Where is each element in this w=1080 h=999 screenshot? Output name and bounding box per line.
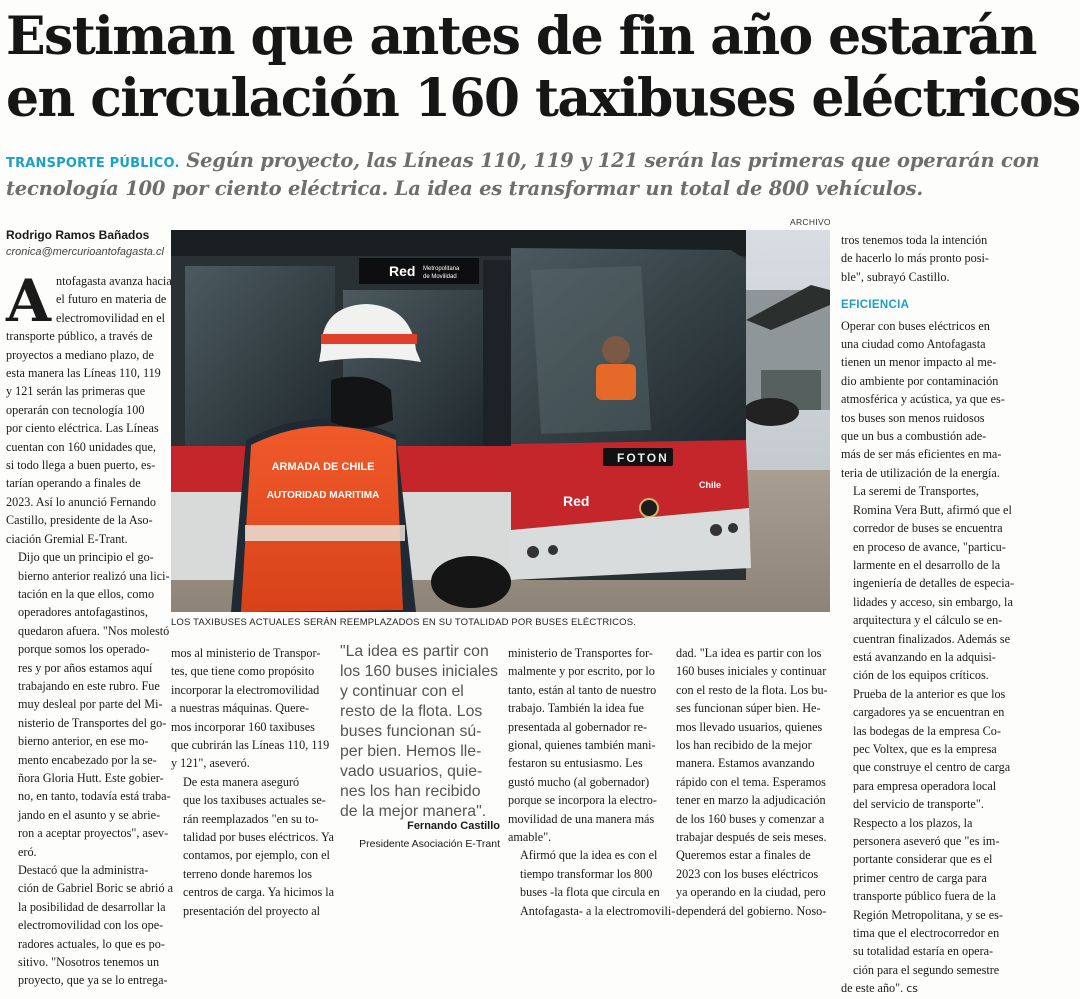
text-line: teria de utilización de la energía. (841, 465, 1000, 480)
paragraph-2 (6, 548, 171, 861)
text-line: no, en tanto, todavía está traba- (18, 789, 171, 804)
text-line: radores actuales, lo que es po- (18, 936, 165, 951)
text-line: buses -la flota que circula en (520, 885, 660, 900)
text-line: con el resto de la flota. Los bu- (676, 682, 828, 697)
photo-caption: LOS TAXIBUSES ACTUALES SERÁN REEMPLAZADOS EN SU TOTALIDAD POR BUSES ELÉCTRICOS. (171, 617, 636, 628)
text-line: trabajo. También la idea fue (508, 701, 644, 716)
text-line: porque se incorpora la electro- (508, 793, 657, 808)
text-line: Romina Vera Butt, afirmó que el (853, 502, 1012, 517)
text-line: tros tenemos toda la intención (841, 233, 988, 247)
text-line: tima que el electrocorredor en (853, 926, 1000, 941)
text-line: ntofagasta avanza hacia (56, 274, 172, 288)
text-line: "La idea es partir con (340, 643, 489, 660)
text-line: 2023. Así lo anunció Fernando (6, 494, 156, 509)
text-line: quedaron afuera. "Nos molestó (18, 623, 170, 638)
text-line: para empresa operadora local (853, 778, 997, 793)
text-line: gustó mucho (al gobernador) (508, 774, 650, 789)
section-heading-eficiencia: EFICIENCIA (841, 299, 910, 312)
text-line: sitivo. "Nosotros tenemos un (18, 955, 160, 970)
deck-line-1 (6, 148, 1040, 176)
text-line: Dijo que un principio el go- (18, 550, 154, 565)
text-line: lidades y acceso, sin embargo, la (853, 594, 1013, 609)
text-line: Castillo, presidente de la Aso- (6, 513, 153, 528)
pull-quote (340, 642, 500, 822)
text-line: presentada al gobernador re- (508, 719, 648, 734)
text-line: Afirmó que la idea es con el (520, 848, 658, 863)
paragraph-6 (508, 644, 666, 846)
text-line: Destacó que la administra- (18, 863, 149, 877)
bus-sign-brand: Red (389, 263, 416, 279)
text-line: que construye el centro de carga (853, 760, 1011, 775)
text-line: electromovilidad en el (56, 310, 165, 325)
text-line: está avanzando en la adquisi- (853, 649, 996, 664)
text-line: talidad por buses eléctricos. Ya (183, 830, 334, 845)
deck-text-1: Según proyecto, las Líneas 110, 119 y 121 serán las primeras que operarán con (186, 149, 1040, 172)
headline-line-1: Estiman que antes de fin año estarán (6, 6, 1036, 67)
text-line: su totalidad estaría en opera- (853, 944, 994, 959)
text-line: ble", subrayó Castillo. (841, 269, 950, 284)
text-line: de los 160 buses y comenzar a (676, 811, 825, 826)
text-line: ron a aceptar proyectos", asev- (18, 826, 169, 841)
byline-author: Rodrigo Ramos Bañados (6, 228, 150, 242)
text-line: más de ser más eficientes en ma- (841, 447, 1002, 462)
bus-sign-line2: de Movilidad (423, 274, 457, 280)
text-line: muy desleal por parte del Mi- (18, 697, 163, 712)
text-line: y 121 serán las primeras que (6, 384, 146, 399)
text-line: del servicio de transporte". (853, 797, 984, 812)
text-line: esta manera las Líneas 110, 119 (6, 366, 161, 381)
text-line: dependerá del gobierno. Noso- (676, 903, 827, 918)
text-line: que cubrirán las Líneas 110, 119 (171, 738, 330, 753)
text-line: 2023 con los buses eléctricos (676, 866, 819, 881)
pull-quote-name: Fernando Castillo (407, 820, 500, 832)
text-line: mos incorporar 160 taxibuses (171, 719, 315, 734)
text-line: tación en la que ellos, como (18, 586, 155, 601)
text-line: ción de los equipos críticos. (853, 668, 989, 683)
text-line: el futuro en materia de (56, 292, 167, 307)
deck (6, 148, 1040, 201)
text-line: atmosférica y acústica, ya que es- (841, 392, 1005, 407)
paragraph-9 (841, 231, 997, 286)
text-line: ción para el segundo semestre (853, 962, 1000, 977)
text-line: buses funcionan sú- (340, 723, 482, 740)
text-line: que los taxibuses actuales se- (183, 793, 326, 808)
text-line: Queremos estar a finales de (676, 848, 811, 863)
text-line: presentación del proyecto al (183, 903, 321, 918)
article-column-5 (841, 231, 1015, 999)
text-line: ya operando en la ciudad, pero (676, 885, 826, 900)
text-line: proyecto, que ya se lo entrega- (18, 973, 168, 988)
vest-text-2: AUTORIDAD MARITIMA (266, 490, 380, 501)
text-line: Operar con buses eléctricos en (841, 318, 990, 333)
text-line: cuentan con 160 unidades que, (6, 439, 156, 454)
paragraph-1 (6, 267, 172, 548)
text-line: nisterio de Transportes del go- (18, 715, 167, 730)
news-photo (171, 230, 830, 612)
text-line: Región Metropolitana, y se es- (853, 907, 1003, 922)
text-line: De esta manera aseguró (183, 774, 300, 789)
text-line: tener en marzo la adjudicación (676, 793, 826, 808)
text-line: rán reemplazados "en su to- (183, 811, 319, 826)
text-line: personera aseveró que "es im- (853, 834, 1000, 848)
article-column-3 (508, 644, 676, 920)
text-line: tarían operando a finales de (6, 476, 141, 491)
text-line: jando en el asunto y se abrie- (18, 807, 161, 822)
text-line: nes los han recibido (340, 783, 481, 800)
text-line: una ciudad como Antofagasta (841, 337, 986, 352)
text-line: operadores antofagastinos, (18, 605, 148, 620)
text-line: cuentran finalizados. Además se (853, 631, 1011, 646)
text-line: bierno anterior realizó una lici- (18, 568, 170, 583)
text-line: porque somos los operado- (18, 642, 150, 657)
article-column-2 (171, 644, 335, 920)
text-line: por ciento eléctrica. Las Líneas (6, 421, 159, 436)
text-line: de la mejor manera". (340, 803, 487, 820)
text-line: Prueba de la anterior es que los (853, 686, 1006, 701)
text-line: res y por años estamos aquí (18, 660, 153, 675)
text-line: ingeniería de detalles de especia- (853, 576, 1015, 591)
text-line: en proceso de avance, "particu- (853, 539, 1006, 554)
bus-maker: FOTON (617, 451, 669, 465)
text-line: corredor de buses se encuentra (853, 521, 1003, 536)
byline-email: cronica@mercurioantofagasta.cl (6, 246, 164, 258)
text-line: pec Voltex, que es la empresa (853, 741, 997, 756)
article-column-4 (676, 644, 834, 920)
paragraph-5 (171, 773, 335, 920)
text-line: arquitectura y el cálculo se en- (853, 613, 1003, 628)
paragraph-3 (6, 861, 173, 990)
text-line: que un bus a combustión ade- (841, 429, 987, 444)
text-line: amable". (508, 830, 552, 845)
text-line: y continuar con el (340, 683, 464, 700)
vest-text-1: ARMADA DE CHILE (271, 461, 375, 473)
end-mark: cs (906, 982, 918, 996)
text-line: trabajando en este rubro. Fue (18, 678, 160, 693)
bus-front-country: Chile (699, 480, 722, 490)
text-line: centros de carga. Ya hicimos la (183, 885, 335, 900)
text-line: larmente en el desarrollo de la (853, 557, 1001, 572)
text-line: Respecto a los plazos, la (853, 815, 973, 830)
deck-line-2: tecnología 100 por ciento eléctrica. La idea es transformar un total de 800 vehículos. (6, 177, 924, 200)
article-column-1 (6, 267, 173, 990)
text-line: primer centro de carga para (853, 870, 987, 885)
text-line: la posibilidad de desarrollar la (18, 899, 166, 914)
text-line: movilidad de una manera más (508, 811, 655, 826)
text-line: a nuestras máquinas. Quere- (171, 701, 310, 716)
text-line: operarán con tecnología 100 (6, 402, 145, 417)
text-line: ses funcionan súper bien. He- (676, 701, 821, 716)
text-line: contamos, por ejemplo, con el (183, 848, 330, 863)
text-line: portante considerar que es el (853, 852, 993, 867)
bus-photo-illustration (171, 230, 830, 612)
text-line: los 160 buses iniciales (340, 663, 499, 680)
text-line: tes, que tiene como propósito (171, 664, 315, 679)
text-line: transporte público, a través de (6, 329, 153, 344)
text-line: mos al ministerio de Transpor- (171, 646, 321, 660)
text-line: festaron su entusiasmo. Les (508, 756, 643, 771)
paragraph-12 (841, 814, 1003, 999)
text-line: de hacerlo lo más pronto posi- (841, 251, 989, 266)
text-line: trabajar después de seis meses. (676, 830, 827, 845)
text-line: gional, quienes también mani- (508, 738, 656, 753)
text-line: rápido con el tema. Esperamos (676, 774, 826, 789)
paragraph-11 (841, 482, 1015, 813)
section-kicker: TRANSPORTE PÚBLICO. (6, 156, 180, 171)
bus-sign-line1: Metropolitana (423, 266, 460, 272)
text-line: eró. (18, 844, 37, 859)
text-line: resto de la flota. Los (340, 703, 483, 720)
text-line: y 121", aseveró. (171, 756, 250, 771)
text-line: de este año". (841, 981, 904, 996)
text-line: manera. Estamos avanzando (676, 756, 815, 771)
text-line: mento encabezado por la se- (18, 752, 157, 767)
text-line: 160 buses iniciales y continuar (676, 664, 827, 679)
text-line: vado usuarios, quie- (340, 763, 483, 780)
photo-credit: ARCHIVO (790, 217, 831, 227)
text-line: cargadores ya se encuentran en (853, 705, 1005, 720)
text-line: malmente y por escrito, por lo (508, 664, 655, 679)
text-line: si todo llega a buen puerto, es- (6, 458, 156, 473)
text-line: tos buses son menos ruidosos (841, 410, 985, 425)
text-line: los han recibido de la mejor (676, 738, 812, 753)
text-line: La seremi de Transportes, (853, 484, 979, 499)
text-line: las bodegas de la empresa Co- (853, 723, 1001, 738)
pull-quote-role: Presidente Asociación E-Trant (359, 838, 500, 850)
text-line: proyectos a mediano plazo, de (6, 347, 154, 362)
text-line: dad. "La idea es partir con los (676, 646, 822, 660)
text-line: tienen un menor impacto al me- (841, 355, 997, 370)
paragraph-8 (676, 644, 834, 920)
text-line: terreno donde haremos los (183, 866, 312, 881)
headline-line-2: en circulación 160 taxibuses eléctricos (6, 68, 1080, 129)
paragraph-4 (171, 644, 329, 773)
paragraph-10 (841, 317, 1005, 483)
text-line: per bien. Hemos lle- (340, 743, 482, 760)
text-line: bierno anterior, en ese mo- (18, 734, 149, 749)
text-line: tiempo transformar los 800 (520, 866, 653, 881)
text-line: ciación Gremial E-Trant. (6, 531, 128, 546)
drop-cap: A (6, 267, 52, 335)
text-line: ñora Gloria Hutt. Este gobier- (18, 770, 164, 785)
text-line: transporte público fuera de la (853, 889, 996, 904)
text-line: Antofagasta- a la electromovili- (520, 903, 676, 918)
text-line: mos llevado usuarios, quienes (676, 719, 823, 734)
bus-front-brand: Red (563, 493, 590, 509)
text-line: electromovilidad con los ope- (18, 918, 164, 933)
headline (6, 6, 1080, 130)
text-line: ción de Gabriel Boric se abrió a (18, 881, 173, 896)
text-line: ministerio de Transportes for- (508, 646, 653, 660)
text-line: incorporar la electromovilidad (171, 682, 320, 697)
text-line: tanto, están al tanto de nuestro (508, 682, 657, 697)
text-line: dio ambiente por contaminación (841, 373, 999, 388)
paragraph-7 (508, 846, 676, 920)
